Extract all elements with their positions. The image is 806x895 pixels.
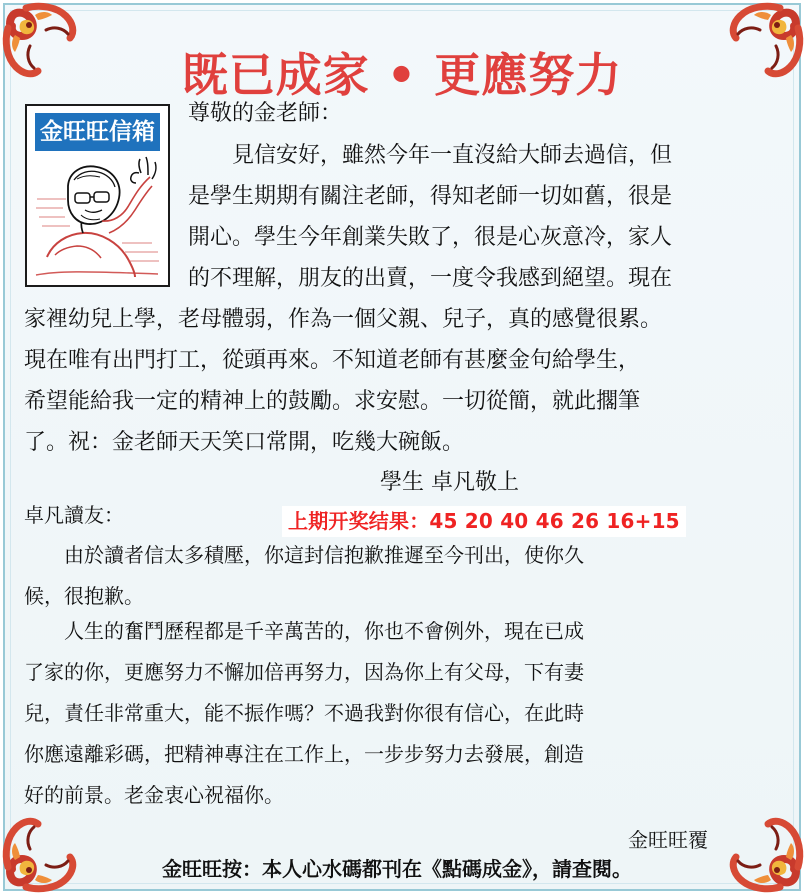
reply-line: 人生的奮鬥歷程都是千辛萬苦的，你也不會例外，現在已成	[64, 619, 584, 643]
man-pointing-illustration-icon	[32, 155, 165, 279]
reply-line: 你應遠離彩碼，把精神專注在工作上，一步步努力去發展，創造	[24, 742, 584, 766]
mailbox-label: 金旺旺信箱	[35, 113, 160, 151]
letter-salutation: 尊敬的金老師：	[188, 101, 343, 126]
footer-note: 金旺旺按：本人心水碼都刊在《點碼成金》，請查閱。	[162, 857, 632, 881]
letter-line: 的不理解，朋友的出賣，一度令我感到絕望。現在	[188, 266, 673, 291]
letter-line: 了。祝：金老師天天笑口常開，吃幾大碗飯。	[24, 430, 465, 455]
letter-line: 現在唯有出門打工，從頭再來。不知道老師有甚麼金句給學生，	[24, 348, 641, 373]
letter-line: 家裡幼兒上學，老母體弱，作為一個父親、兒子，真的感覺很累。	[24, 307, 663, 332]
corner-ornament-icon	[714, 803, 806, 895]
letter-line: 希望能給我一定的精神上的鼓勵。求安慰。一切從簡，就此擱筆	[24, 389, 641, 414]
corner-ornament-icon	[0, 803, 92, 895]
corner-ornament-icon	[0, 0, 92, 92]
reply-line: 由於讀者信太多積壓，你這封信抱歉推遲至今刊出，使你久	[64, 543, 584, 567]
corner-ornament-icon	[714, 0, 806, 92]
letter-line: 見信安好，雖然今年一直沒給大師去過信，但	[232, 143, 673, 168]
reply-line: 了家的你，更應努力不懈加倍再努力，因為你上有父母，下有妻	[24, 660, 584, 684]
lottery-results-notice: 上期开奖结果：45 20 40 46 26 16+15	[282, 506, 686, 537]
letter-line: 開心。學生今年創業失敗了，很是心灰意冷，家人	[188, 225, 673, 250]
reply-line: 好的前景。老金衷心祝福你。	[24, 783, 284, 807]
reply-signature: 金旺旺覆	[628, 828, 708, 852]
reply-line: 候，很抱歉。	[24, 584, 144, 608]
letter-line: 是學生期期有關注老師，得知老師一切如舊，很是	[188, 184, 673, 209]
letter-signature: 學生 卓凡敬上	[380, 470, 519, 495]
reply-greeting: 卓凡讀友：	[24, 503, 124, 527]
mailbox-box	[25, 104, 170, 287]
article-title: 既已成家 • 更應努力	[181, 47, 623, 102]
reply-line: 兒，責任非常重大，能不振作嗎？不過我對你很有信心，在此時	[24, 701, 584, 725]
